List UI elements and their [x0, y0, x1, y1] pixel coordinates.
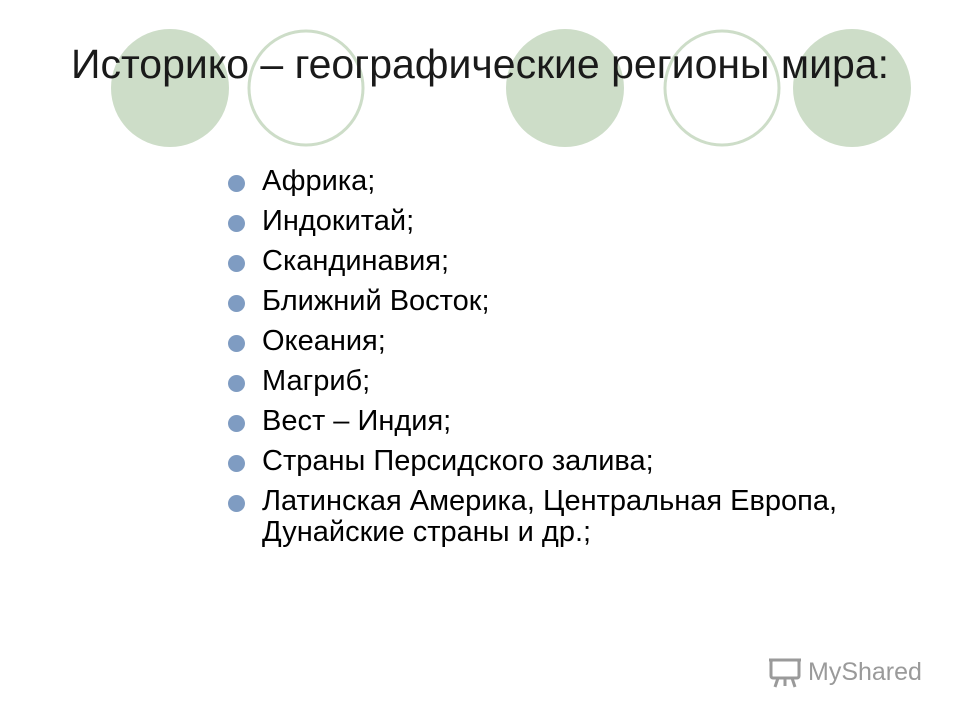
- list-item: [228, 446, 908, 477]
- list-item: [228, 286, 908, 317]
- bullet-icon: [228, 295, 245, 312]
- list-item-label: Страны Персидского залива;: [262, 445, 654, 477]
- list-item-label: Океания;: [262, 325, 386, 357]
- bullet-icon: [228, 415, 245, 432]
- list-item-label: Ближний Восток;: [262, 285, 490, 317]
- bullet-icon: [228, 255, 245, 272]
- list-item-label: Индокитай;: [262, 205, 415, 237]
- list-item: [228, 206, 908, 237]
- list-item: [228, 406, 908, 437]
- bullet-icon: [228, 455, 245, 472]
- list-item-label: Магриб;: [262, 365, 371, 397]
- list-item: [228, 486, 908, 548]
- bullet-icon: [228, 495, 245, 512]
- list-item: [228, 326, 908, 357]
- presentation-board-icon: [768, 656, 802, 688]
- list-item-label: Скандинавия;: [262, 245, 450, 277]
- list-item: [228, 366, 908, 397]
- list-item: [228, 166, 908, 197]
- list-item: [228, 246, 908, 277]
- bullet-icon: [228, 335, 245, 352]
- list-item-label: Вест – Индия;: [262, 405, 452, 437]
- bullet-icon: [228, 215, 245, 232]
- bullet-icon: [228, 375, 245, 392]
- bullet-list: [228, 166, 908, 557]
- slide-title: Историко – географические регионы мира:: [71, 41, 889, 87]
- watermark[interactable]: [768, 656, 922, 688]
- list-item-label: Африка;: [262, 165, 376, 197]
- bullet-icon: [228, 175, 245, 192]
- list-item-label: Латинская Америка, Центральная Европа, Дунайские страны и др.;: [262, 485, 838, 548]
- watermark-text: MyShared: [808, 657, 922, 686]
